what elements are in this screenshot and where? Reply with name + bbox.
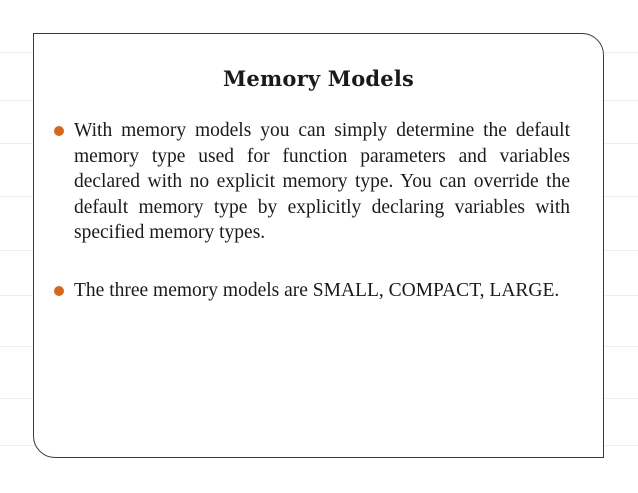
bullet-item xyxy=(54,118,570,246)
bullet-list xyxy=(54,118,570,303)
bullet-text: With memory models you can simply determine the default memory type used for function parameters and variables declared with no explicit memory type. You can override the default memory type by explicitly declaring variables with specified memory types. xyxy=(74,120,570,243)
bullet-dot-icon xyxy=(54,286,64,296)
bullet-item xyxy=(54,278,570,304)
slide-title: Memory Models xyxy=(222,66,415,91)
bullet-text: The three memory models are SMALL, COMPACT, LARGE. xyxy=(74,279,560,301)
bullet-dot-icon xyxy=(54,126,64,136)
